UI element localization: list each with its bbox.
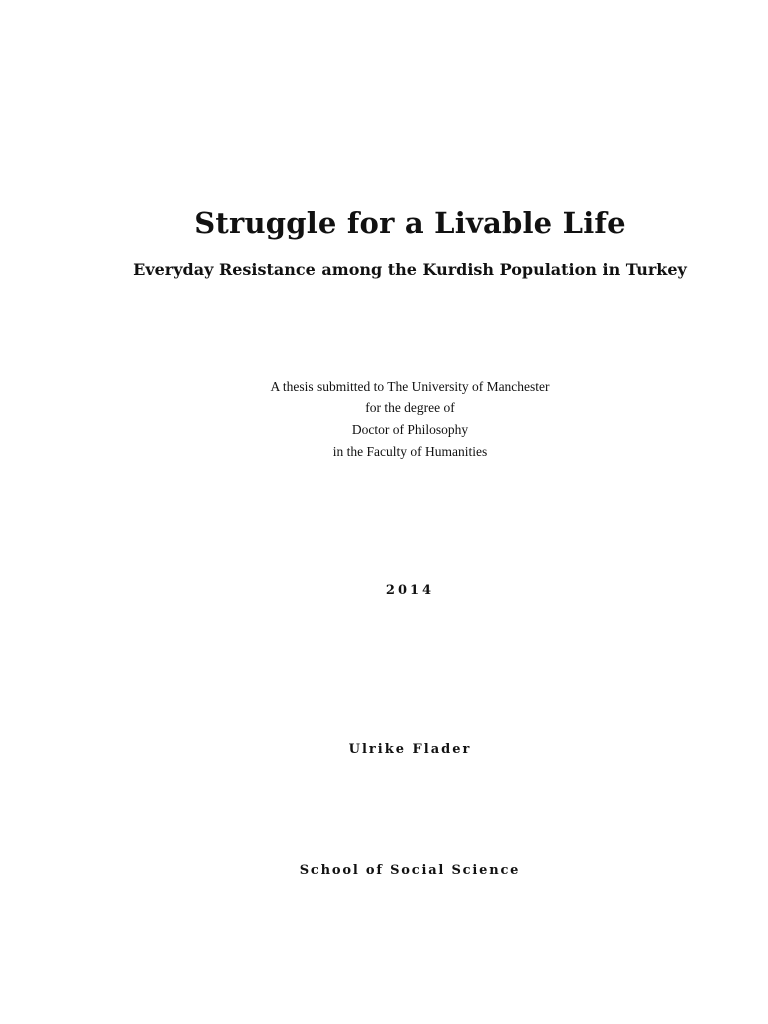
author-name: Ulrike Flader [348, 742, 472, 757]
thesis-subtitle: Everyday Resistance among the Kurdish Population in Turkey [133, 260, 687, 279]
submission-year: 2014 [385, 583, 435, 598]
school-name: School of Social Science [299, 863, 521, 878]
thesis-statement-line: Doctor of Philosophy [351, 422, 469, 437]
thesis-statement-line: for the degree of [365, 400, 455, 415]
thesis-statement-line: A thesis submitted to The University of Manchester [270, 379, 550, 394]
thesis-title: Struggle for a Livable Life [194, 206, 626, 240]
thesis-statement-line: in the Faculty of Humanities [332, 444, 488, 459]
